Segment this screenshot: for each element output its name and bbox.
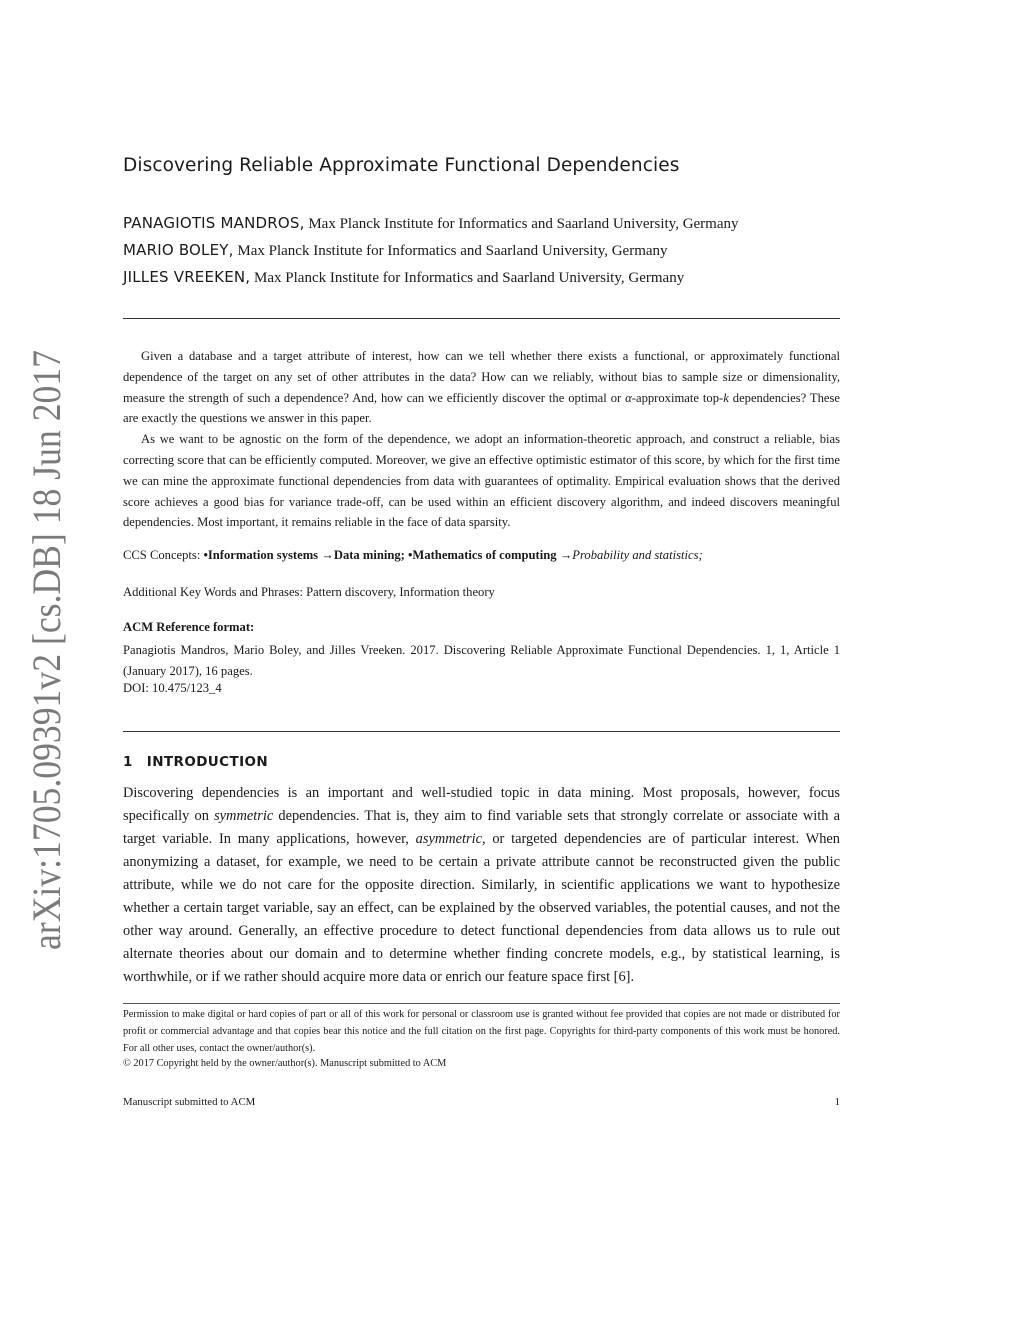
- ccs-term: •Mathematics of computing: [404, 548, 557, 562]
- author-name: PANAGIOTIS MANDROS,: [123, 214, 305, 232]
- arxiv-stamp: [20, 340, 72, 960]
- ccs-term: •Information systems: [203, 548, 319, 562]
- abstract-text: dependencies? These are exactly the questions we answer in this paper.: [123, 390, 841, 426]
- author-affiliation: Max Planck Institute for Informatics and Saarland University, Germany: [308, 216, 739, 232]
- ccs-concepts: [123, 548, 840, 563]
- section-heading: [123, 754, 268, 770]
- abstract-paragraph: As we want to be agnostic on the form of the dependence, we adopt an information-theoretic approach, and construct a reliable, bias correcting score that can be efficiently computed. Moreover, we give an effective optimistic estimator of this score, by which for the first time we can mine the approximate functional dependencies from data with guarantees of optimality. Empirical evaluation shows that the derived score achieves a good bias for variance trade-off, can be used within an efficient discovery algorithm, and indeed discovers meaningful dependencies. Most important, it remains reliable in the face of data sparsity.: [123, 432, 840, 530]
- author-affiliation: Max Planck Institute for Informatics and Saarland University, Germany: [254, 270, 685, 286]
- intro-text: , or targeted dependencies are of particular interest. When anonymizing a dataset, for example, we need to be certain a private attribute cannot be reconstructed given the public attribute, while we do not care for the opposite direction. Similarly, in scientific applications we want to hypothesize whether a certain target variable, say an effect, can be explained by the observed variables, the potential causes, and not the other way around. Generally, an effective procedure to detect functional dependencies from data allows us to rule out alternate theories about our domain and to determine whether finding concrete models, e.g., by statistical learning, is worthwhile, or if we rather should acquire more data or enrich our feature space first [6].: [123, 831, 840, 985]
- copyright-notice: © 2017 Copyright held by the owner/author(s). Manuscript submitted to ACM: [123, 1058, 447, 1069]
- arxiv-id-text: arXiv:1705.09391v2 [cs.DB] 18 Jun 2017: [24, 340, 69, 950]
- author-line: [123, 268, 684, 287]
- k-symbol: k: [723, 390, 729, 405]
- alpha-symbol: α: [625, 390, 632, 405]
- page-number: 1: [834, 1096, 840, 1108]
- author-line: [123, 214, 739, 233]
- intro-text: Discovering dependencies is an important and well-studied topic in data mining. Most proposals, however, focus specifically on: [123, 785, 840, 824]
- acm-reference-text: Panagiotis Mandros, Mario Boley, and Jilles Vreeken. 2017. Discovering Reliable Approximate Functional Dependencies. 1, 1, Article 1 (January 2017), 16 pages.: [123, 643, 840, 678]
- author-affiliation: Max Planck Institute for Informatics and Saarland University, Germany: [237, 243, 668, 259]
- ccs-term: Probability and statistics;: [572, 548, 703, 562]
- author-name: MARIO BOLEY,: [123, 241, 234, 259]
- doi: DOI: 10.475/123_4: [123, 681, 222, 695]
- author-name: JILLES VREEKEN,: [123, 268, 251, 286]
- section-divider: [123, 731, 840, 732]
- footnote-divider: [123, 1003, 840, 1004]
- top-divider: [123, 318, 840, 319]
- acm-reference-heading: ACM Reference format:: [123, 620, 255, 634]
- intro-text: dependencies. That is, they aim to find variable sets that strongly correlate or associate with a target variable. In many applications, however,: [123, 808, 840, 847]
- keywords: Additional Key Words and Phrases: Pattern discovery, Information theory: [123, 585, 495, 599]
- abstract: [123, 346, 840, 533]
- ccs-arrow: →: [556, 548, 573, 562]
- paper-title: Discovering Reliable Approximate Functional Dependencies: [123, 155, 680, 176]
- ccs-term: Data mining;: [333, 548, 405, 562]
- intro-paragraph: [123, 782, 840, 989]
- emphasis: asymmetric: [415, 831, 482, 847]
- abstract-text: -approximate top-: [631, 390, 724, 405]
- abstract-text: Given a database and a target attribute of interest, how can we tell whether there exists a functional, or approximately functional dependence of the target on any set of other attributes in the data? How can we reliably, without bias to sample size or dimensionality, measure the strength of such a dependence? And, how can we efficiently discover the optimal or: [123, 349, 840, 405]
- ccs-label: CCS Concepts:: [123, 548, 204, 562]
- permission-footnote: Permission to make digital or hard copies of part or all of this work for personal or classroom use is granted without fee provided that copies are not made or distributed for profit or commercial advantage and that copies bear this notice and the full citation on the first page. Copyrights for third-party components of this work must be honored. For all other uses, contact the owner/author(s).: [123, 1009, 840, 1054]
- abstract-paragraph: [123, 346, 840, 429]
- section-number: 1: [123, 754, 133, 770]
- author-line: [123, 241, 668, 260]
- emphasis: symmetric: [214, 808, 274, 824]
- section-title: INTRODUCTION: [146, 754, 269, 770]
- ccs-arrow: →: [318, 548, 334, 562]
- footer-text: Manuscript submitted to ACM: [123, 1096, 256, 1108]
